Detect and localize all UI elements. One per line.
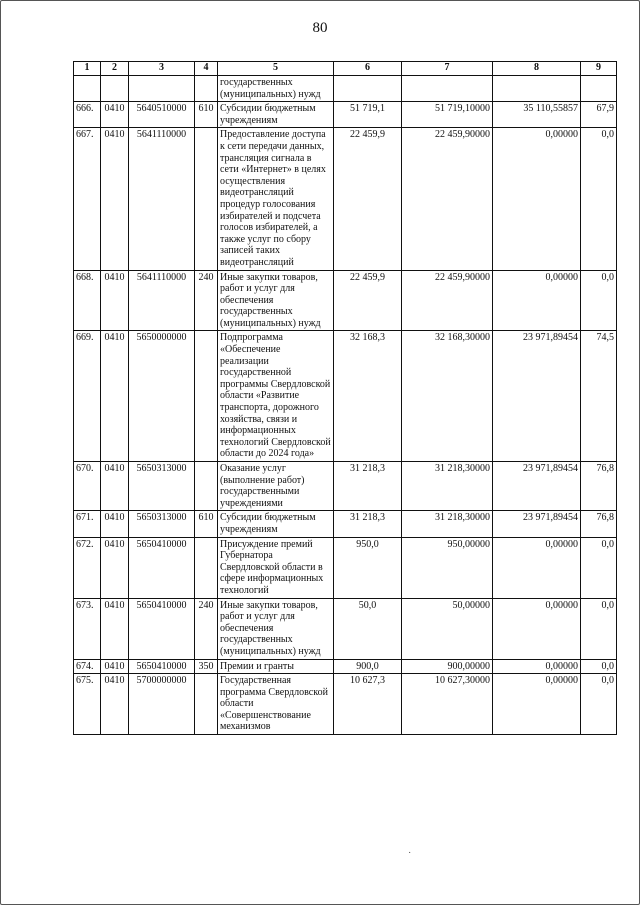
row-number: 670. — [74, 462, 101, 511]
row-number: 672. — [74, 537, 101, 598]
header-cell: 9 — [581, 62, 617, 76]
table-row — [74, 659, 617, 674]
scan-speck: ˙ — [408, 851, 412, 862]
expense-type-code: 610 — [195, 102, 218, 128]
refined-amount: 900,00000 — [402, 659, 493, 674]
row-number: 668. — [74, 270, 101, 331]
table-row — [74, 537, 617, 598]
item-name: Предоставление доступа к сети передачи данных, трансляция сигнала в сети «Интернет» в целях осуществления видеотрансляций процедур голосования избирателей и подсчета голосов избирателей, а также услуг по сбору записей таких видеотрансляций — [218, 128, 334, 270]
item-name: Субсидии бюджетным учреждениям — [218, 511, 334, 537]
row-number: 667. — [74, 128, 101, 270]
execution-percent: 0,0 — [581, 270, 617, 331]
executed-amount: 23 971,89454 — [493, 462, 581, 511]
expense-type-code: 350 — [195, 659, 218, 674]
header-cell: 6 — [334, 62, 402, 76]
refined-amount: 32 168,30000 — [402, 331, 493, 462]
table-row — [74, 270, 617, 331]
executed-amount: 0,00000 — [493, 128, 581, 270]
expense-type-code: 610 — [195, 511, 218, 537]
refined-amount: 22 459,90000 — [402, 270, 493, 331]
item-name: государственных (муниципальных) нужд — [218, 76, 334, 102]
header-cell: 8 — [493, 62, 581, 76]
row-number: 673. — [74, 598, 101, 659]
row-number: 669. — [74, 331, 101, 462]
table-row — [74, 511, 617, 537]
execution-percent: 74,5 — [581, 331, 617, 462]
execution-percent: 76,8 — [581, 462, 617, 511]
target-article-code: 5650410000 — [129, 598, 195, 659]
expense-type-code: 240 — [195, 598, 218, 659]
section-code: 0410 — [101, 331, 129, 462]
target-article-code: 5650313000 — [129, 462, 195, 511]
item-name: Премии и гранты — [218, 659, 334, 674]
row-number: 675. — [74, 674, 101, 735]
table-row — [74, 76, 617, 102]
expense-type-code — [195, 331, 218, 462]
target-article-code: 5650000000 — [129, 331, 195, 462]
section-code: 0410 — [101, 102, 129, 128]
execution-percent: 0,0 — [581, 598, 617, 659]
refined-amount: 50,00000 — [402, 598, 493, 659]
target-article-code: 5641110000 — [129, 128, 195, 270]
table-row — [74, 462, 617, 511]
header-cell: 7 — [402, 62, 493, 76]
executed-amount: 0,00000 — [493, 270, 581, 331]
target-article-code: 5650410000 — [129, 659, 195, 674]
section-code: 0410 — [101, 598, 129, 659]
executed-amount: 23 971,89454 — [493, 331, 581, 462]
row-number — [74, 76, 101, 102]
target-article-code — [129, 76, 195, 102]
refined-amount: 31 218,30000 — [402, 462, 493, 511]
approved-amount: 50,0 — [334, 598, 402, 659]
executed-amount: 0,00000 — [493, 598, 581, 659]
refined-amount: 31 218,30000 — [402, 511, 493, 537]
target-article-code: 5641110000 — [129, 270, 195, 331]
item-name: Подпрограмма «Обеспечение реализации государственной программы Свердловской области «Развитие транспорта, дорожного хозяйства, связи и информационных технологий Свердловской области до 2024 года» — [218, 331, 334, 462]
refined-amount: 22 459,90000 — [402, 128, 493, 270]
expense-type-code — [195, 128, 218, 270]
expense-type-code — [195, 76, 218, 102]
approved-amount: 22 459,9 — [334, 270, 402, 331]
item-name: Оказание услуг (выполнение работ) государственными учреждениями — [218, 462, 334, 511]
approved-amount: 900,0 — [334, 659, 402, 674]
section-code: 0410 — [101, 462, 129, 511]
execution-percent: 76,8 — [581, 511, 617, 537]
refined-amount: 10 627,30000 — [402, 674, 493, 735]
item-name: Присуждение премий Губернатора Свердловской области в сфере информационных технологий — [218, 537, 334, 598]
header-cell: 4 — [195, 62, 218, 76]
section-code — [101, 76, 129, 102]
item-name: Иные закупки товаров, работ и услуг для обеспечения государственных (муниципальных) нужд — [218, 270, 334, 331]
budget-table — [73, 61, 617, 735]
header-cell: 5 — [218, 62, 334, 76]
executed-amount: 0,00000 — [493, 674, 581, 735]
section-code: 0410 — [101, 537, 129, 598]
header-cell: 1 — [74, 62, 101, 76]
refined-amount: 950,00000 — [402, 537, 493, 598]
expense-type-code — [195, 537, 218, 598]
executed-amount: 0,00000 — [493, 537, 581, 598]
executed-amount: 23 971,89454 — [493, 511, 581, 537]
section-code: 0410 — [101, 270, 129, 331]
section-code: 0410 — [101, 511, 129, 537]
approved-amount — [334, 76, 402, 102]
table-row — [74, 598, 617, 659]
executed-amount: 0,00000 — [493, 659, 581, 674]
table-row — [74, 102, 617, 128]
expense-type-code: 240 — [195, 270, 218, 331]
header-cell: 3 — [129, 62, 195, 76]
section-code: 0410 — [101, 128, 129, 270]
item-name: Государственная программа Свердловской области «Совершенствование механизмов — [218, 674, 334, 735]
item-name: Иные закупки товаров, работ и услуг для обеспечения государственных (муниципальных) нужд — [218, 598, 334, 659]
execution-percent: 0,0 — [581, 674, 617, 735]
table-row — [74, 331, 617, 462]
execution-percent: 0,0 — [581, 128, 617, 270]
section-code: 0410 — [101, 659, 129, 674]
execution-percent: 0,0 — [581, 659, 617, 674]
row-number: 666. — [74, 102, 101, 128]
header-cell: 2 — [101, 62, 129, 76]
refined-amount: 51 719,10000 — [402, 102, 493, 128]
target-article-code: 5640510000 — [129, 102, 195, 128]
executed-amount: 35 110,55857 — [493, 102, 581, 128]
expense-type-code — [195, 674, 218, 735]
approved-amount: 10 627,3 — [334, 674, 402, 735]
execution-percent: 0,0 — [581, 537, 617, 598]
execution-percent — [581, 76, 617, 102]
table-row — [74, 128, 617, 270]
expense-type-code — [195, 462, 218, 511]
table-row — [74, 674, 617, 735]
approved-amount: 31 218,3 — [334, 511, 402, 537]
item-name: Субсидии бюджетным учреждениям — [218, 102, 334, 128]
page-number: 80 — [312, 20, 328, 36]
approved-amount: 51 719,1 — [334, 102, 402, 128]
target-article-code: 5650410000 — [129, 537, 195, 598]
approved-amount: 32 168,3 — [334, 331, 402, 462]
row-number: 671. — [74, 511, 101, 537]
section-code: 0410 — [101, 674, 129, 735]
execution-percent: 67,9 — [581, 102, 617, 128]
approved-amount: 950,0 — [334, 537, 402, 598]
target-article-code: 5650313000 — [129, 511, 195, 537]
row-number: 674. — [74, 659, 101, 674]
refined-amount — [402, 76, 493, 102]
header-row — [74, 62, 617, 76]
target-article-code: 5700000000 — [129, 674, 195, 735]
executed-amount — [493, 76, 581, 102]
approved-amount: 22 459,9 — [334, 128, 402, 270]
approved-amount: 31 218,3 — [334, 462, 402, 511]
